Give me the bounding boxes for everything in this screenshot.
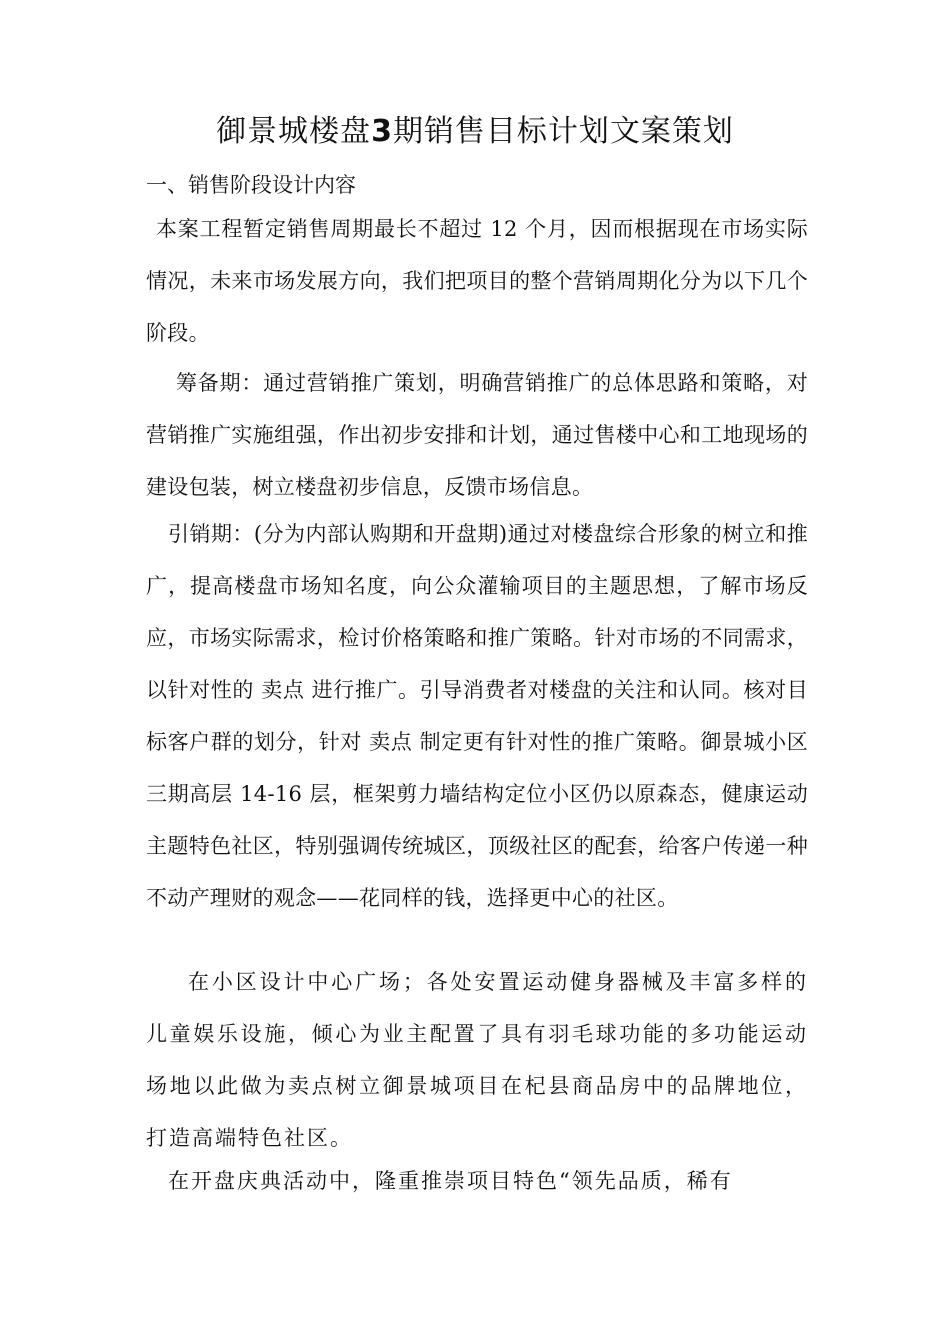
paragraph-promotion-phase: 引销期：(分为内部认购期和开盘期)通过对楼盘综合形象的树立和推广，提高楼盘市场知名度，向公众灌输项目的主题思想，了解市场反应，市场实际需求，检讨价格策略和推广策略。针对市场的不同需求，以针对性的 卖点 进行推广。引导消费者对楼盘的关注和认同。核对目标客户群的划分，针对 卖点 制定更有针对性的推广策略。御景城小区三期高层 14-16 层，框架剪力墙结构定位小区仍以原森态，健康运动主题特色社区，特别强调传统城区，顶级社区的配套，给客户传递一种不动产理财的观念——花同样的钱，选择更中心的社区。 [146,522,808,910]
document-title [0,112,950,152]
title-prefix: 御景城楼盘 [216,114,372,149]
section-heading: 一、销售阶段设计内容 [146,173,356,197]
paragraph-community-facilities: 在小区设计中心广场；各处安置运动健身器械及丰富多样的儿童娱乐设施，倾心为业主配置了具有羽毛球功能的多功能运动场地以此做为卖点树立御景城项目在杞县商品房中的品牌地位，打造高端特色社区。 [146,970,808,1150]
paragraph-preparation-phase: 筹备期：通过营销推广策划，明确营销推广的总体思路和策略，对营销推广实施组强，作出初步安排和计划，通过售楼中心和工地现场的建设包装，树立楼盘初步信息，反馈市场信息。 [146,371,808,499]
title-suffix: 期销售目标计划文案策划 [392,114,734,149]
paragraph-opening-ceremony: 在开盘庆典活动中，隆重推崇项目特色“领先品质，稀有 [168,1169,733,1193]
paragraph-sales-period: 本案工程暂定销售周期最长不超过 12 个月，因而根据现在市场实际情况，未来市场发展方向，我们把项目的整个营销周期化分为以下几个阶段。 [146,217,808,345]
title-number: 3 [371,114,393,149]
